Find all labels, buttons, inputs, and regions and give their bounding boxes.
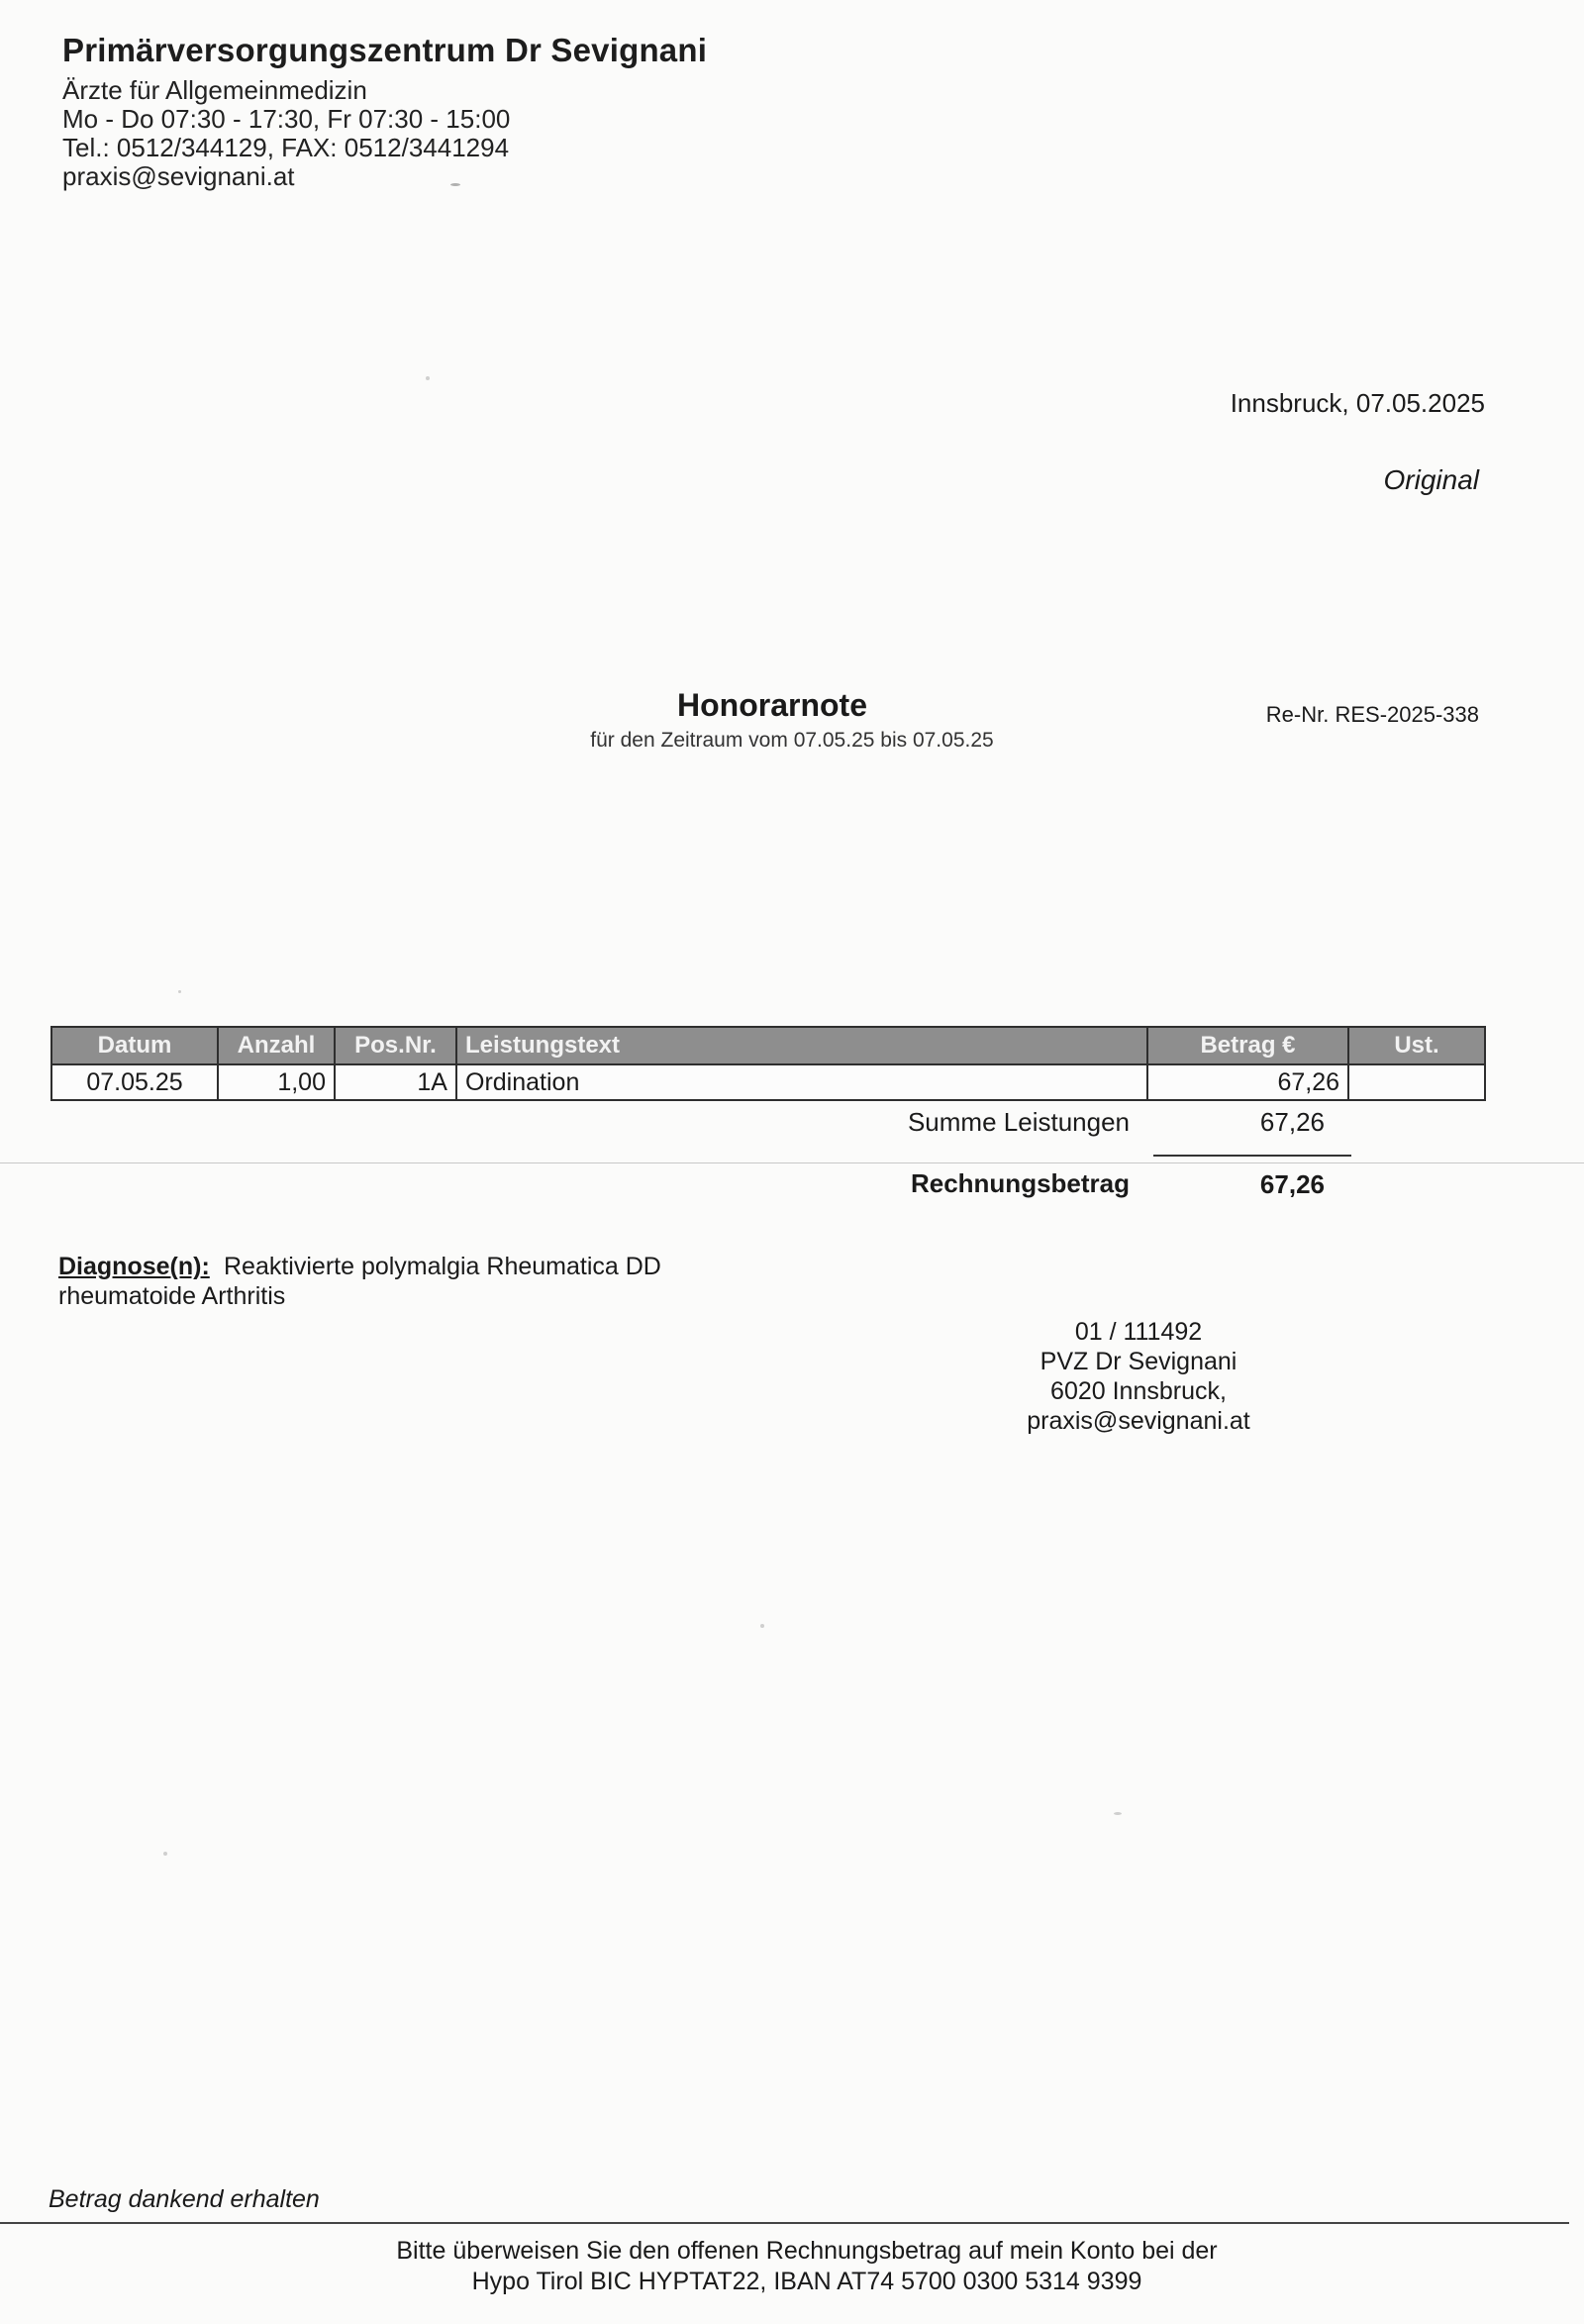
services-table (50, 1026, 1486, 1101)
column-header-vat: Ust. (1348, 1027, 1485, 1064)
paid-note: Betrag dankend erhalten (49, 2185, 320, 2213)
fold-line (0, 1162, 1584, 1163)
scan-speck (760, 1624, 764, 1628)
table-row (51, 1064, 1485, 1100)
practice-city: 6020 Innsbruck, (1050, 1377, 1227, 1405)
document-title: Honorarnote (677, 687, 867, 723)
row-quantity: 1,00 (218, 1064, 335, 1100)
row-amount: 67,26 (1147, 1064, 1348, 1100)
diagnosis-text-continued: rheumatoide Arthritis (58, 1282, 286, 1310)
scan-speck (1114, 1812, 1122, 1815)
scan-speck (163, 1852, 167, 1856)
scan-speck (450, 183, 460, 186)
practice-id: 01 / 111492 (1074, 1318, 1203, 1346)
invoice-number: Re-Nr. RES-2025-338 (1265, 702, 1479, 727)
scan-speck (426, 376, 430, 380)
row-description: Ordination (456, 1064, 1147, 1100)
total-value: 67,26 (1259, 1169, 1325, 1199)
copy-label: Original (1383, 464, 1479, 495)
totals-divider (1153, 1155, 1351, 1157)
subtotal-label: Summe Leistungen (907, 1107, 1130, 1137)
column-header-date: Datum (51, 1027, 218, 1064)
column-header-amount: Betrag € (1147, 1027, 1348, 1064)
table-header-row (51, 1027, 1485, 1064)
practice-email: praxis@sevignani.at (62, 161, 295, 191)
row-position: 1A (335, 1064, 456, 1100)
column-header-quantity: Anzahl (218, 1027, 335, 1064)
diagnosis-text: Reaktivierte polymalgia Rheumatica DD (224, 1253, 661, 1280)
practice-name: Primärversorgungszentrum Dr Sevignani (62, 32, 708, 68)
billing-period: für den Zeitraum vom 07.05.25 bis 07.05.25 (590, 729, 994, 752)
bank-details: Hypo Tirol BIC HYPTAT22, IBAN AT74 5700 0300 5314 9399 (471, 2268, 1142, 2295)
row-vat (1348, 1064, 1485, 1100)
column-header-position: Pos.Nr. (335, 1027, 456, 1064)
scan-speck (178, 990, 181, 993)
practice-address-email: praxis@sevignani.at (1027, 1407, 1250, 1435)
practice-specialty: Ärzte für Allgemeinmedizin (62, 75, 367, 105)
bank-instruction: Bitte überweisen Sie den offenen Rechnungsbetrag auf mein Konto bei der (396, 2237, 1218, 2265)
place-date: Innsbruck, 07.05.2025 (1230, 388, 1485, 418)
total-label: Rechnungsbetrag (910, 1168, 1130, 1198)
opening-hours: Mo - Do 07:30 - 17:30, Fr 07:30 - 15:00 (62, 104, 511, 134)
column-header-description: Leistungstext (456, 1027, 1147, 1064)
practice-short-name: PVZ Dr Sevignani (1040, 1348, 1238, 1375)
diagnosis-label: Diagnose(n): (58, 1253, 210, 1280)
subtotal-value: 67,26 (1259, 1107, 1325, 1137)
row-date: 07.05.25 (51, 1064, 218, 1100)
footer-divider (0, 2222, 1569, 2224)
phone-fax: Tel.: 0512/344129, FAX: 0512/3441294 (62, 133, 510, 162)
